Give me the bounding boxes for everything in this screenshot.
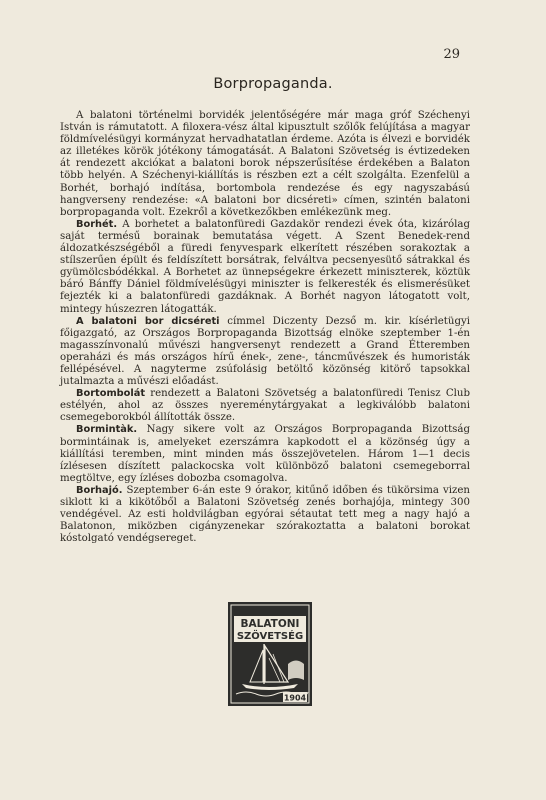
paragraph-text: A borhetet a balatonfüredi Gazdakör rendezi évek óta, kizárólag saját termésű borainak bemutatása végett. A Szent Benedek-rend áldozatkészségéből a füredi fenyvespark elkerített részében sorakoztak a stílszerűen épült és feldíszített borsátrak, felváltva pecsenyesütő sátrakkal és gyümölcsbódékkal. A Borhetet az ünnepségekre érkezett miniszterek, köztük báró Bánffy Dániel földmívelésügyi miniszter is felkeresték és elismerésüket fejezték ki a balatonfüredi gazdáknak. A Borhét nagyon látogatott volt, mintegy húszezren látogatták. [60,218,470,315]
paragraph-bor-diceret [60,316,470,389]
paragraph-borhajo [60,485,470,545]
paragraph-lead: Bormintàk. [76,424,138,436]
paragraph-lead: Borhét. [76,218,118,230]
paragraph-text: Nagy sikere volt az Országos Borpropaganda Bizottság bormintáinak is, amelyeket ezerszámra kapkodott el a közönség úgy a kiállítási teremben, mint minden más összejövetelen. Három 1—1 decis ízlésesen díszített palackocska volt különböző balatoni csemegeborral megtöltve, egy ízléses dobozba csomagolva. [60,424,470,484]
emblem-line2: SZÖVETSÉG [236,631,304,642]
article-body [60,110,470,545]
emblem-year: 1904 [283,693,307,703]
page-number: 29 [443,47,460,62]
paragraph-text: A balatoni történelmi borvidék jelentőségére már maga gróf Széchenyi István is rámutatott. A filoxera-vész által kipusztult szőlők felújítása a magyar földmívelésügyi kormányzat hervadhatatlan érdeme. Azóta is élvezi e borvidék az illetékes körök jótékony támogatását. A Balatoni Szövetség is évtizedeken át rendezett akciókat a balatoni borok népszerűsítése érdekében a Balaton több helyén. A Széchenyi-kiállítás is részben ezt a célt szolgálta. Ezenfelül a Borhét, borhajó indítása, bortombola rendezése és egy nagyszabású hangverseny rendezése: «A balatoni bor dicséreti» címen, szintén balatoni borpropaganda volt. Ezekről a következőkben emlékezünk meg. [60,110,470,218]
sailboat-emblem-icon [228,602,312,706]
paragraph-bortombola [60,388,470,424]
page-title: Borpropaganda. [213,76,333,92]
balatoni-szovetseg-emblem [228,602,312,706]
emblem-line1: BALATONI [240,618,300,630]
paragraph-text: Szeptember 6-án este 9 órakor, kitűnő időben és tükörsima vizen siklott ki a kikötőből a Balatoni Szövetség zenés borhajója, mintegy 300 vendégével. Az esti holdvilágban egyórai sétautat tett meg a nagy hajó a Balatonon, miközben cigányzenekar szórakoztatta a balatoni borokat kóstolgató vendégsereget. [60,484,470,545]
paragraph-lead: A balatoni bor dicséreti [76,315,220,327]
paragraph-text: rendezett a Balatoni Szövetség a balatonfüredi Tenisz Club estélyén, ahol az összes nyereménytárgyakat a legkiválóbb balatoni csemegeborokból állították össze. [60,388,470,424]
emblem-block [228,602,312,706]
paragraph-text: címmel Diczenty Dezső m. kir. kísérletügyi főigazgató, az Országos Borpropaganda Bizottság elnöke szeptember 1-én magasszínvonalú művészi hangversenyt rendezett a Grand Étteremben operaházi és más országos hírű ének-, zene-, táncművészek és humoristák fellépésével. A nagyterme zsúfolásig betöltő közönség kitörő tapsokkal jutalmazta a művészi előadást. [60,315,470,388]
paragraph-borminta [60,424,470,484]
paragraph-borhet [60,219,470,316]
paragraph-lead: Borhajó. [76,484,123,496]
paragraph-intro [60,110,470,219]
paragraph-lead: Bortombolát [76,388,146,400]
